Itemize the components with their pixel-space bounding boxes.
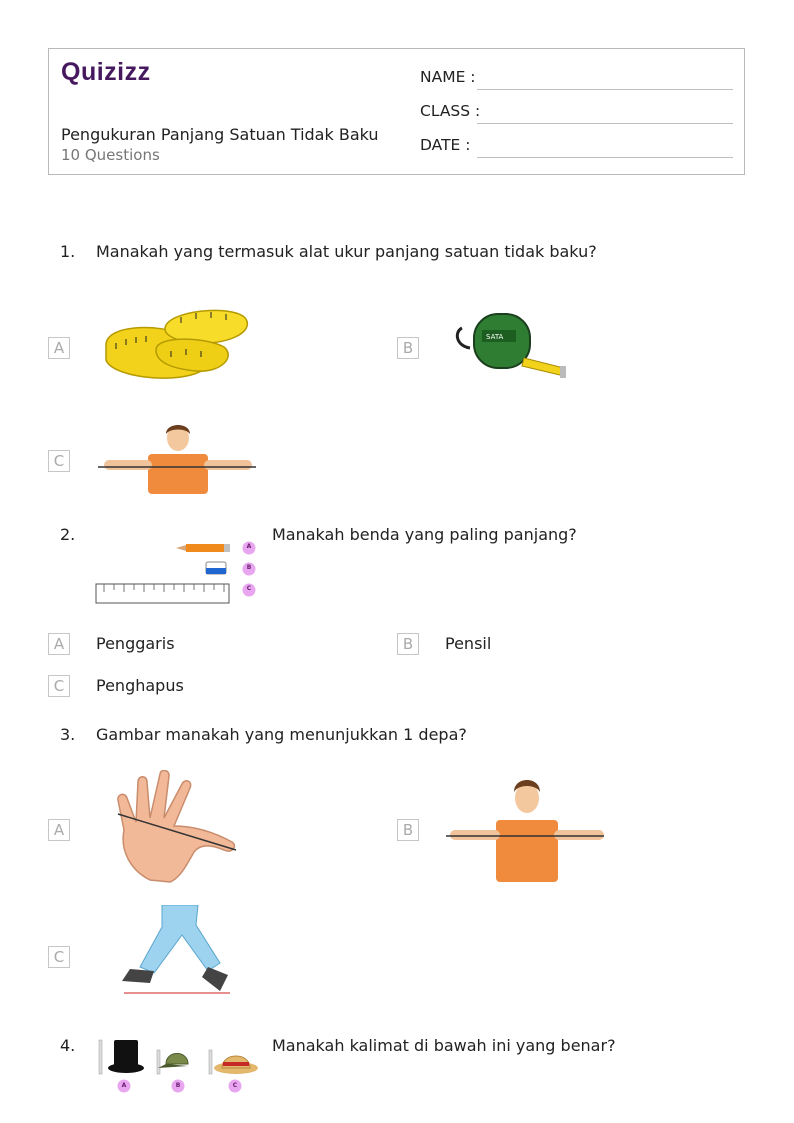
- question-number: 1.: [60, 242, 76, 261]
- option-b-box[interactable]: B: [397, 633, 419, 655]
- figure-label-a: A: [246, 543, 252, 550]
- arm-span-image: [96, 420, 256, 500]
- question-text: Manakah yang termasuk alat ukur panjang satuan tidak baku?: [96, 242, 597, 261]
- figure-label-a: A: [121, 1082, 127, 1089]
- question-text: Manakah kalimat di bawah ini yang benar?: [272, 1036, 616, 1055]
- option-c-box[interactable]: C: [48, 946, 70, 968]
- tape-measure-image: [96, 305, 252, 383]
- question-text: Gambar manakah yang menunjukkan 1 depa?: [96, 725, 467, 744]
- arm-span-image: [444, 770, 606, 888]
- option-c-text[interactable]: Penghapus: [96, 676, 184, 695]
- question-text: Manakah benda yang paling panjang?: [272, 525, 577, 544]
- figure-label-b: B: [175, 1082, 181, 1089]
- pencil-eraser-ruler-image: [94, 538, 260, 608]
- option-c-box[interactable]: C: [48, 675, 70, 697]
- date-label: DATE :: [420, 136, 471, 154]
- figure-label-b: B: [246, 564, 252, 571]
- measuring-tape-reel-image: [452, 310, 570, 384]
- option-a-box[interactable]: A: [48, 819, 70, 841]
- footstep-image: [110, 905, 238, 1000]
- figure-label-c: C: [246, 585, 252, 592]
- option-c-box[interactable]: C: [48, 450, 70, 472]
- option-a-box[interactable]: A: [48, 633, 70, 655]
- figure-label-c: C: [232, 1082, 238, 1089]
- class-field[interactable]: [477, 123, 733, 124]
- option-a-box[interactable]: A: [48, 337, 70, 359]
- option-b-box[interactable]: B: [397, 337, 419, 359]
- option-b-box[interactable]: B: [397, 819, 419, 841]
- quizizz-logo: Quizizz: [61, 58, 151, 86]
- question-number: 3.: [60, 725, 76, 744]
- date-field[interactable]: [477, 157, 733, 158]
- hand-span-image: [110, 770, 240, 885]
- name-field[interactable]: [477, 89, 733, 90]
- question-count: 10 Questions: [61, 146, 160, 164]
- name-label: NAME :: [420, 68, 476, 86]
- option-b-text[interactable]: Pensil: [445, 634, 492, 653]
- option-a-text[interactable]: Penggaris: [96, 634, 175, 653]
- question-number: 4.: [60, 1036, 76, 1055]
- class-label: CLASS :: [420, 102, 481, 120]
- worksheet-title: Pengukuran Panjang Satuan Tidak Baku: [61, 125, 379, 144]
- svg-text:SATA: SATA: [486, 333, 504, 341]
- question-number: 2.: [60, 525, 76, 544]
